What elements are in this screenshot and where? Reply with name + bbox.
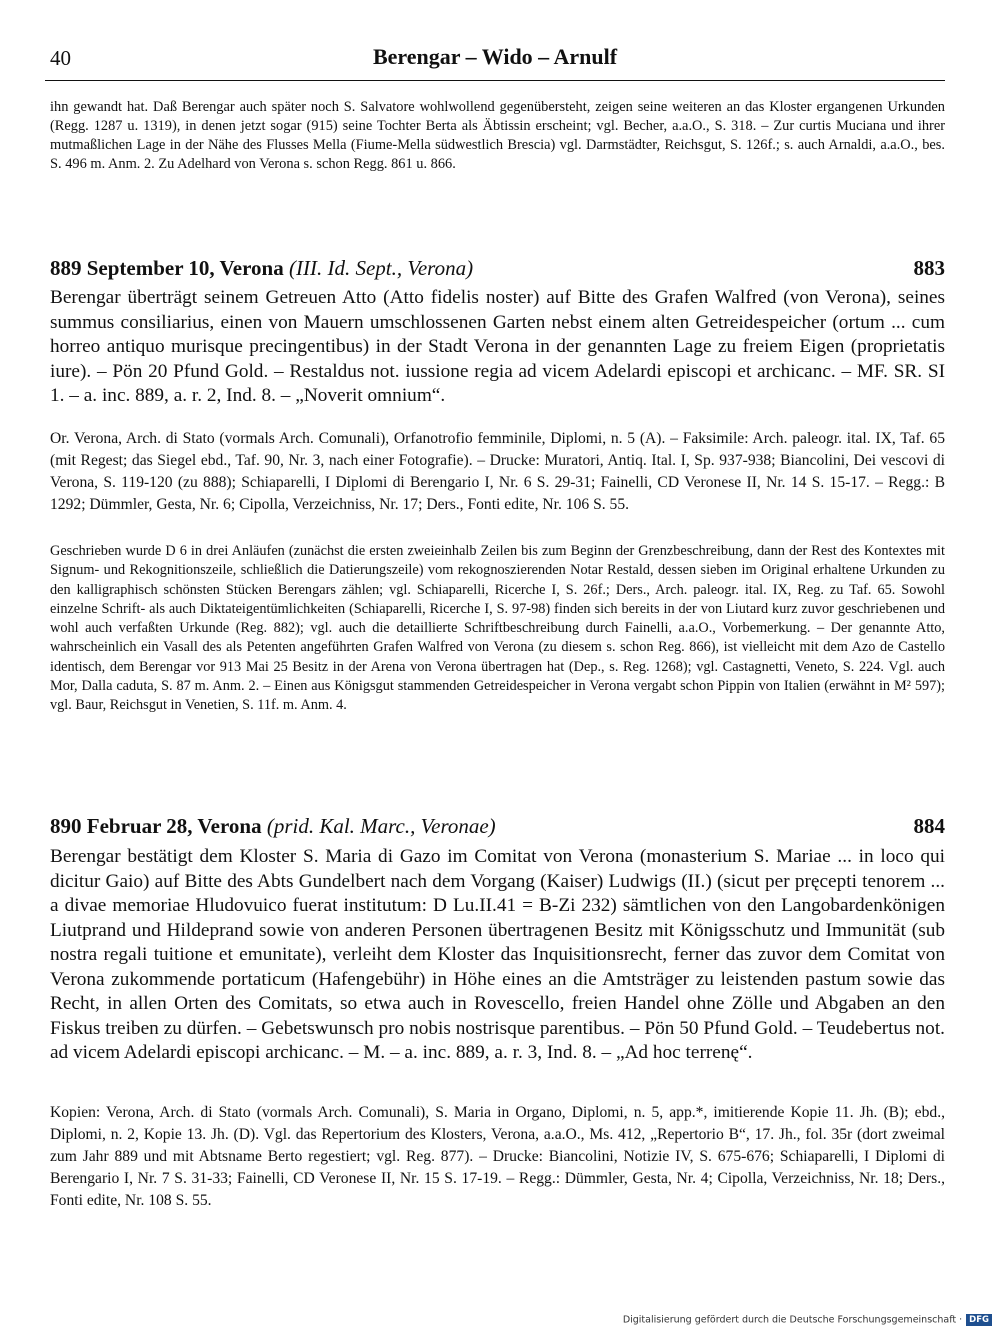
entry-884-heading [50,814,945,844]
running-title: Berengar – Wido – Arnulf [372,44,618,69]
page-number: 40 [50,46,71,70]
entry-883-tradition: Or. Verona, Arch. di Stato (vormals Arch. Comunali), Orfanotrofio femminile, Diplomi, n. 5 (A). – Faksimile: Arch. paleogr. ital. IX, Taf. 65 (mit Regest; das Siegel ebd., Taf. 90, Nr. 3, nach einer Fotografie). – Drucke: Muratori, Antiq. Ital. I, Sp. 937-938; Biancolini, Dei vescovi di Verona, S. 119-120 (zu 888); Schiaparelli, I Diplomi di Berengario I, Nr. 6 S. 29-31; Fainelli, CD Veronese II, Nr. 14 S. 15-17. – Regg.: B 1292; Dümmler, Gesta, Nr. 6; Cipolla, Verzeichniss, Nr. 17; Ders., Fonti edite, Nr. 106 S. 55. [50,430,945,513]
page-header [45,40,945,81]
entry-884-number: 884 [913,814,945,838]
entry-884-date-latin: (prid. Kal. Marc., Veronae) [266,814,496,838]
entry-883-number: 883 [913,256,945,280]
entry-884-regest: Berengar bestätigt dem Kloster S. Maria di Gazo im Comitat von Verona (monasterium S. Mariae ... in loco qui dicitur Gaio) auf Bitte des Abts Gundelbert nach dem Vorgang (Kaiser) Ludwigs (II.) (sicut per pręcepti tenorem ... a divae memoriae Hludovuico fuerat institutum: D Lu.II.41 = B-Zi 232) sämtlichen von den Langobardenkönigen Liutprand und Hildeprand sowie von anderen Personen übertragenen Besitz mit Königsschutz und Immunität (sub nostra regali tuitione et emunitate), verleiht dem Kloster das Inquisitionsrecht, ferner das zuvor dem Comitat von Verona zukommende portaticum (Hafengebühr) in Höhe eines an die Amtsträger zu leistenden pastum sowie das Recht, in allen Orten des Comitats, so etwa auch in Rovescello, freien Handel ohne Zölle und Abgaben an den Fiskus treiben zu dürfen. – Gebetswunsch pro nobis nostrisque parentibus. – Pön 50 Pfund Gold. – Teudebertus not. ad vicem Adelardi episcopi archicanc. – M. – a. inc. 889, a. r. 3, Ind. 8. – „Ad hoc terrenę“. [50,846,945,1063]
entry-883-heading [50,256,945,286]
entry-883-commentary: Geschrieben wurde D 6 in drei Anläufen (zunächst die ersten zweieinhalb Zeilen bis zum Beginn der Grenzbeschreibung, dann der Rest des Kontextes mit Signum- und Rekognitionszeile, schließlich die Datierungszeile) vom rekognoszierenden Notar Restald, dessen sieben im Original erhaltene Urkunden zu den kalligraphisch schönsten Stücken Berengars zählen; vgl. Schiaparelli, Ricerche I, S. 26f.; Ders., Arch. paleogr. ital. IX, Reg. zu Taf. 65. Sowohl einzelne Schrift- als auch Diktateigentümlichkeiten (Schiaparelli, Ricerche I, S. 97-98) finden sich bereits in der von Liutard kurz zuvor geschriebenen und wohl auch verfaßten Urkunde (Reg. 882); vgl. auch die detaillierte Schriftbeschreibung durch Fainelli, a.a.O., Vorbemerkung. – Der genannte Atto, wahrscheinlich ein Vasall des als Petenten angeführten Grafen Walfred von Verona (zu diesem s. schon Reg. 866), ist vielleicht mit dem Azo de Castello identisch, dem Berengar vor 913 Mai 25 Besitz in der Arena von Verona übertragen hat (Dep., s. Reg. 1268); vgl. Castagnetti, Veneto, S. 224. Vgl. auch Mor, Dalla caduta, S. 87 m. Anm. 2. – Einen aus Königsgut stammenden Getreidespeicher in Verona vergabt schon Pippin von Italien (erwähnt in M² 597); vgl. Baur, Reichsgut in Venetien, S. 11f. m. Anm. 4. [50,543,945,714]
entry-884-date: 890 Februar 28, Verona (prid. Kal. Marc., Veronae) [50,814,496,838]
dfg-logo: DFG [966,1314,992,1326]
footer-text: Digitalisierung gefördert durch die Deutsche Forschungsgemeinschaft · [622,1314,963,1326]
entry-883-date-latin: (III. Id. Sept., Verona) [288,256,474,280]
entry-883-date: 889 September 10, Verona (III. Id. Sept., Verona) [50,256,474,280]
entry-884-tradition: Kopien: Verona, Arch. di Stato (vormals Arch. Comunali), S. Maria in Organo, Diplomi, n. 5, app.*, imitierende Kopie 11. Jh. (B); ebd., Diplomi, n. 2, Kopie 13. Jh. (D). Vgl. das Repertorium des Klosters, Verona, a.a.O., Ms. 412, „Repertorio B“, 17. Jh., fol. 35r (dort zweimal zum Jahr 889 und mit Abtsname Berto regestiert; vgl. Reg. 877). – Drucke: Biancolini, Notizie IV, S. 675-676; Schiaparelli, I Diplomi di Berengario I, Nr. 7 S. 31-33; Fainelli, CD Veronese II, Nr. 15 S. 17-19. – Regg.: Dümmler, Gesta, Nr. 4; Cipolla, Verzeichniss, Nr. 18; Ders., Fonti edite, Nr. 108 S. 55. [50,1104,945,1209]
entry-883-regest: Berengar überträgt seinem Getreuen Atto (Atto fidelis noster) auf Bitte des Grafen Walfred (von Verona), seines summus consiliarius, einen von Mauern umschlossenen Garten nebst einem alten Getreidespeicher (ortum ... cum horreo antiquo murisque precingentibus) in der Stadt Verona in der genannten Lage zu freiem Eigen (proprietatis iure). – Pön 20 Pfund Gold. – Restaldus not. iussione regia ad vicem Adelardi episcopi et archicanc. – MF. SR. SI 1. – a. inc. 889, a. r. 2, Ind. 8. – „Noverit omnium“. [50,287,945,406]
intro-paragraph: ihn gewandt hat. Daß Berengar auch später noch S. Salvatore wohlwollend gegenübersteht, zeigen seine weiteren an das Kloster ergangenen Urkunden (Regg. 1287 u. 1319), in denen jetzt sogar (915) seine Tochter Berta als Äbtissin erscheint; vgl. Becher, a.a.O., S. 318. – Zur curtis Muciana und ihrer mutmaßlichen Lage in der Nähe des Flusses Mella (Fiume-Mella südwestlich Brescia) vgl. Darmstädter, Reichsgut, S. 126f.; s. auch Arnaldi, a.a.O., bes. S. 496 m. Anm. 2. Zu Adelhard von Verona s. schon Regg. 861 u. 866. [50,99,945,172]
dfg-footer [623,1314,992,1326]
